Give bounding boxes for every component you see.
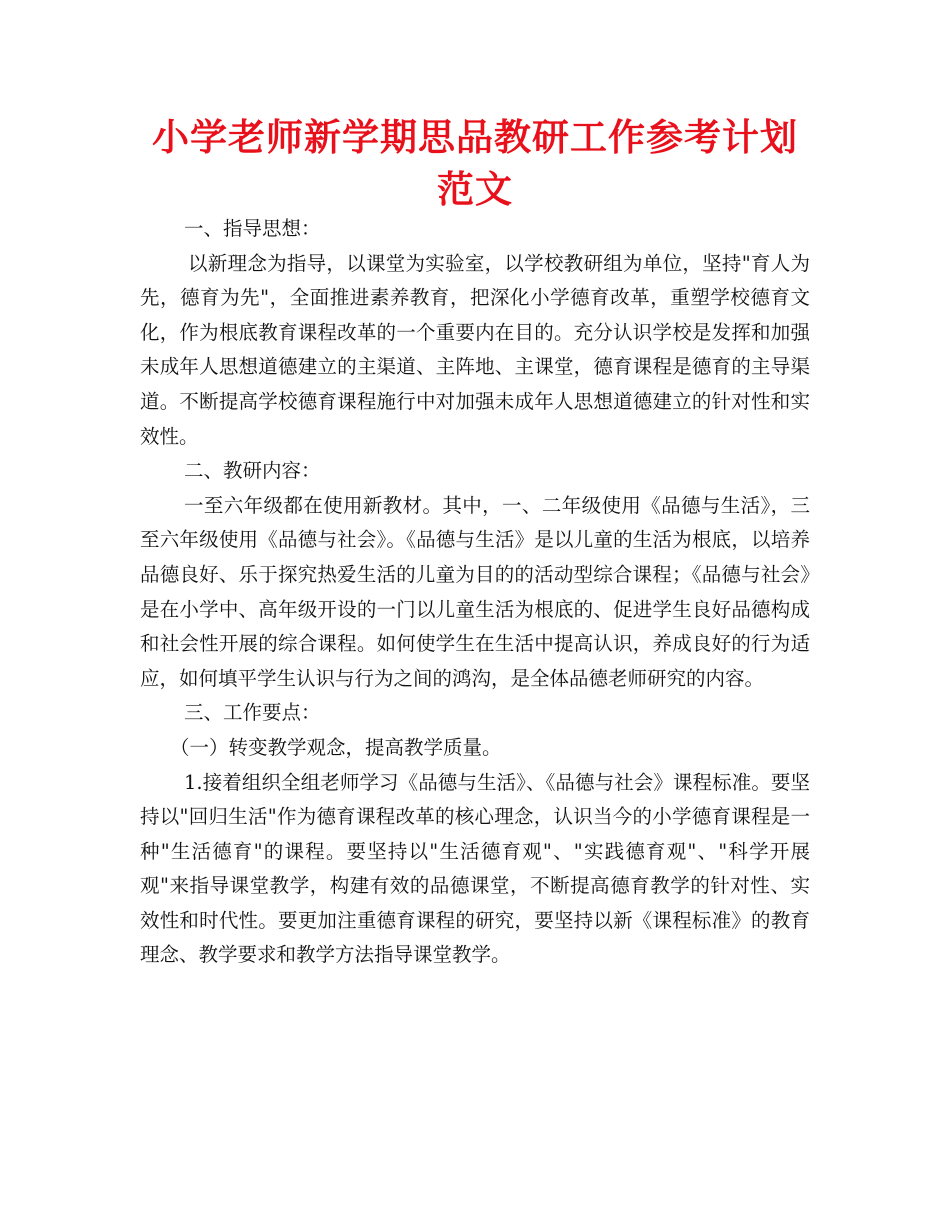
section-heading-research-content: 二、教研内容： [184,459,321,483]
document-title: 小学老师新学期思品教研工作参考计划范文 [152,116,798,211]
subheading-teaching-concept: （一）转变教学观念，提高教学质量。 [170,735,502,759]
section-heading-work-points: 三、工作要点： [184,701,321,725]
paragraph-point-1: 1.接着组织全组老师学习《品德与生活》、《品德与社会》课程标准。要坚持以"回归生活"作为德育课程改革的核心理念，认识当今的小学德育课程是一种"生活德育"的课程。要坚持以"生活德育观"、"实践德育观"、"科学开展观"来指导课堂教学，构建有效的品德课堂，不断提高德育教学的针对性、实效性和时代性。要更加注重德育课程的研究，要坚持以新《课程标准》的教育理念、教学要求和教学方法指导课堂教学。 [140,770,810,967]
paragraph-research-content: 一至六年级都在使用新教材。其中，一、二年级使用《品德与生活》，三至六年级使用《品德与社会》。《品德与生活》是以儿童的生活为根底，以培养品德良好、乐于探究热爱生活的儿童为目的的活动型综合课程；《品德与社会》是在小学中、高年级开设的一门以儿童生活为根底的、促进学生良好品德构成和社会性开展的综合课程。如何使学生在生活中提高认识，养成良好的行为适应，如何填平学生认识与行为之间的鸿沟，是全体品德老师研究的内容。 [140,493,810,690]
paragraph-guiding-thought: 以新理念为指导，以课堂为实验室，以学校教研组为单位，坚持"育人为先，德育为先"，全面推进素养教育，把深化小学德育改革，重塑学校德育文化，作为根底教育课程改革的一个重要内在目的。充分认识学校是发挥和加强未成年人思想道德建立的主渠道、主阵地、主课堂，德育课程是德育的主导渠道。不断提高学校德育课程施行中对加强未成年人思想道德建立的针对性和实效性。 [140,251,810,448]
section-heading-guiding-thought: 一、指导思想： [184,217,321,240]
document-body [140,212,810,973]
